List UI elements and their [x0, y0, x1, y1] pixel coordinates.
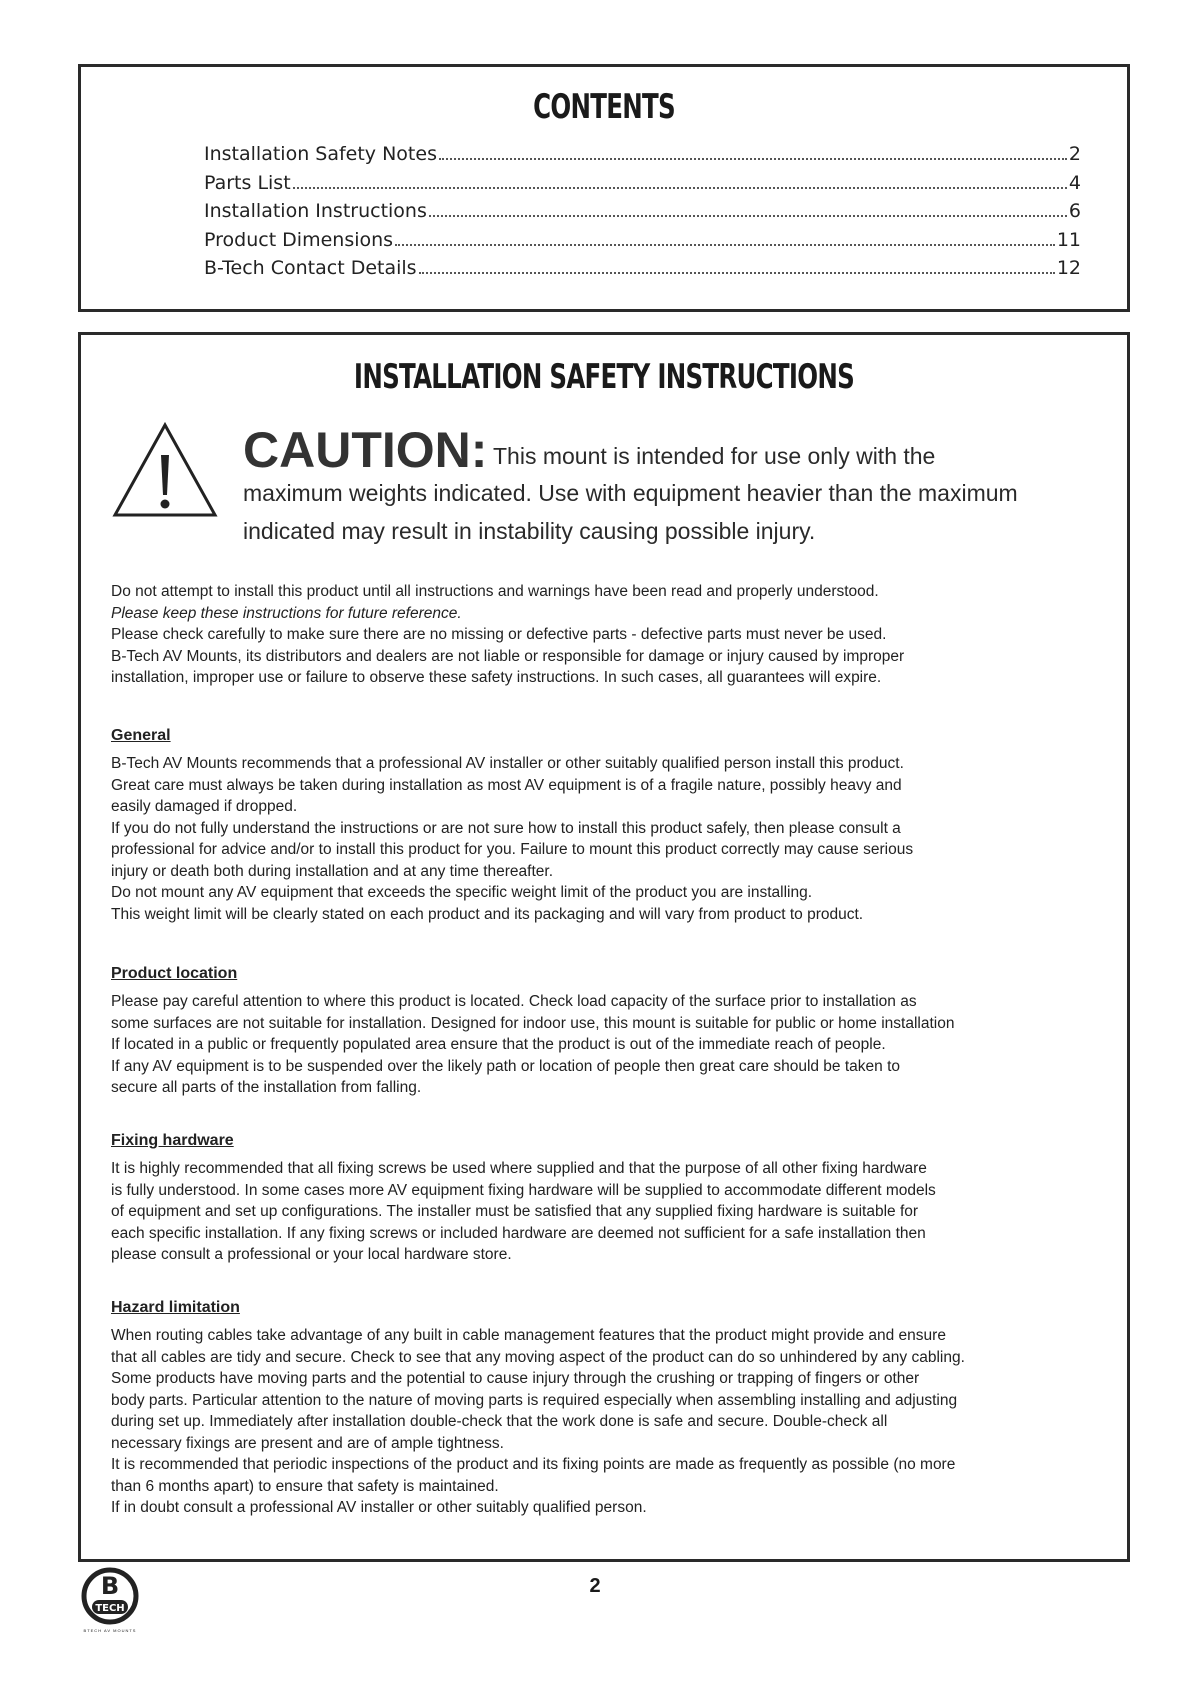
page-number: 2: [589, 1575, 601, 1597]
caution-text-line: maximum weights indicated. Use with equipment heavier than the maximum: [243, 480, 1018, 506]
section-body-product-location: [111, 991, 1101, 1099]
text-line: If in doubt consult a professional AV installer or other suitably qualified person.: [111, 1499, 647, 1516]
text-line: please consult a professional or your local hardware store.: [111, 1246, 512, 1263]
text-line: Some products have moving parts and the potential to cause injury through the crushing or trapping of fingers or other: [111, 1370, 920, 1387]
section-heading-fixing-hardware: Fixing hardware: [111, 1132, 234, 1149]
section-body-hazard-limitation: [111, 1325, 1101, 1519]
toc-label: Product Dimensions: [204, 228, 394, 251]
caution-label: CAUTION:: [243, 422, 488, 478]
contents-box: [78, 64, 1130, 312]
safety-title: INSTALLATION SAFETY INSTRUCTIONS: [353, 357, 855, 397]
toc-entry[interactable]: [204, 229, 1081, 258]
toc-page-number: 11: [1056, 228, 1081, 251]
toc-page-number: 2: [1068, 143, 1081, 165]
text-line: during set up. Immediately after installation double-check that the work done is safe and secure. Double-check all: [111, 1413, 888, 1430]
intro-paragraph: [111, 581, 1101, 689]
contents-title: CONTENTS: [533, 87, 675, 127]
text-line: When routing cables take advantage of any built in cable management features that the product might provide and ensure: [111, 1327, 946, 1344]
text-line: injury or death both during installation and at any time thereafter.: [111, 862, 554, 880]
logo-word: TECH: [95, 1603, 125, 1614]
text-line: Great care must always be taken during installation as most AV equipment is of a fragile nature, possibly heavy and: [111, 776, 902, 794]
section-heading-general: General: [111, 727, 171, 744]
toc-entry[interactable]: [204, 257, 1081, 286]
text-line: B-Tech AV Mounts recommends that a professional AV installer or other suitably qualified person install this product.: [111, 755, 904, 772]
text-line: easily damaged if dropped.: [111, 798, 298, 815]
section-heading-hazard-limitation: Hazard limitation: [111, 1299, 240, 1316]
text-line: It is recommended that periodic inspections of the product and its fixing points are made as frequently as possible (no more: [111, 1456, 956, 1473]
text-line: necessary fixings are present and are of ample tightness.: [111, 1434, 504, 1452]
text-line: If any AV equipment is to be suspended over the likely path or location of people then great care should be taken to: [111, 1057, 901, 1075]
text-line: If located in a public or frequently populated area ensure that the product is out of the immediate reach of people.: [111, 1036, 886, 1053]
table-of-contents: [204, 143, 1081, 286]
text-line: Do not mount any AV equipment that exceeds the specific weight limit of the product you are installing.: [111, 884, 813, 901]
text-line: than 6 months apart) to ensure that safety is maintained.: [111, 1477, 499, 1495]
section-heading-product-location: Product location: [111, 965, 238, 982]
text-line: Do not attempt to install this product until all instructions and warnings have been read and properly understood.: [111, 583, 879, 600]
section-body-general: [111, 753, 1101, 925]
text-line: B-Tech AV Mounts, its distributors and dealers are not liable or responsible for damage or injury caused by improper: [111, 647, 905, 665]
text-line: some surfaces are not suitable for installation. Designed for indoor use, this mount is suitable for public or home installation: [111, 1014, 955, 1032]
logo-letter: B: [100, 1572, 120, 1600]
toc-label: Installation Safety Notes: [204, 143, 437, 165]
text-line: is fully understood. In some cases more AV equipment fixing hardware will be supplied to accommodate different models: [111, 1181, 936, 1199]
text-line: professional for advice and/or to install this product for you. Failure to mount this product correctly may cause serious: [111, 841, 914, 858]
text-line: body parts. Particular attention to the nature of moving parts is required especially when assembling installing and adjusting: [111, 1391, 958, 1409]
toc-label: Installation Instructions: [204, 200, 427, 222]
text-line: Please pay careful attention to where this product is located. Check load capacity of the surface prior to installation as: [111, 993, 917, 1010]
toc-page-number: 12: [1056, 257, 1081, 279]
toc-leader-dots: [293, 187, 1067, 189]
text-line: If you do not fully understand the instructions or are not sure how to install this product safely, then please consult a: [111, 819, 901, 837]
text-line: Please check carefully to make sure there are no missing or defective parts - defective parts must never be used.: [111, 626, 887, 643]
toc-leader-dots: [395, 244, 1055, 246]
text-line: This weight limit will be clearly stated on each product and its packaging and will vary from product to product.: [111, 905, 864, 923]
toc-leader-dots: [419, 272, 1055, 274]
warning-triangle-icon: [111, 421, 219, 519]
toc-label: B-Tech Contact Details: [204, 257, 417, 279]
text-line: It is highly recommended that all fixing screws be used where supplied and that the purpose of all other fixing hardware: [111, 1160, 927, 1177]
logo-tagline: BTECH AV MOUNTS: [83, 1628, 137, 1633]
text-line: secure all parts of the installation from falling.: [111, 1079, 422, 1096]
toc-entry[interactable]: [204, 172, 1081, 201]
text-line: each specific installation. If any fixing screws or included hardware are deemed not sufficient for a safe installation then: [111, 1224, 926, 1242]
text-line: that all cables are tidy and secure. Check to see that any moving aspect of the product can do so unhindered by any cabling.: [111, 1348, 965, 1366]
section-body-fixing-hardware: [111, 1158, 1101, 1266]
toc-page-number: 4: [1068, 171, 1081, 194]
toc-leader-dots: [439, 158, 1067, 160]
toc-page-number: 6: [1068, 200, 1081, 222]
text-line: Please keep these instructions for future reference.: [111, 604, 462, 622]
toc-label: Parts List: [204, 171, 291, 194]
toc-entry[interactable]: [204, 200, 1081, 229]
toc-leader-dots: [429, 215, 1067, 217]
safety-instructions-box: [78, 332, 1130, 1562]
toc-entry[interactable]: [204, 143, 1081, 172]
caution-text-line: indicated may result in instability causing possible injury.: [243, 518, 816, 544]
text-line: of equipment and set up configurations. The installer must be satisfied that any supplied fixing hardware is suitable for: [111, 1203, 919, 1220]
caution-text-line: This mount is intended for use only with the: [493, 443, 936, 469]
text-line: installation, improper use or failure to observe these safety instructions. In such cases, all guarantees will expire.: [111, 669, 882, 686]
